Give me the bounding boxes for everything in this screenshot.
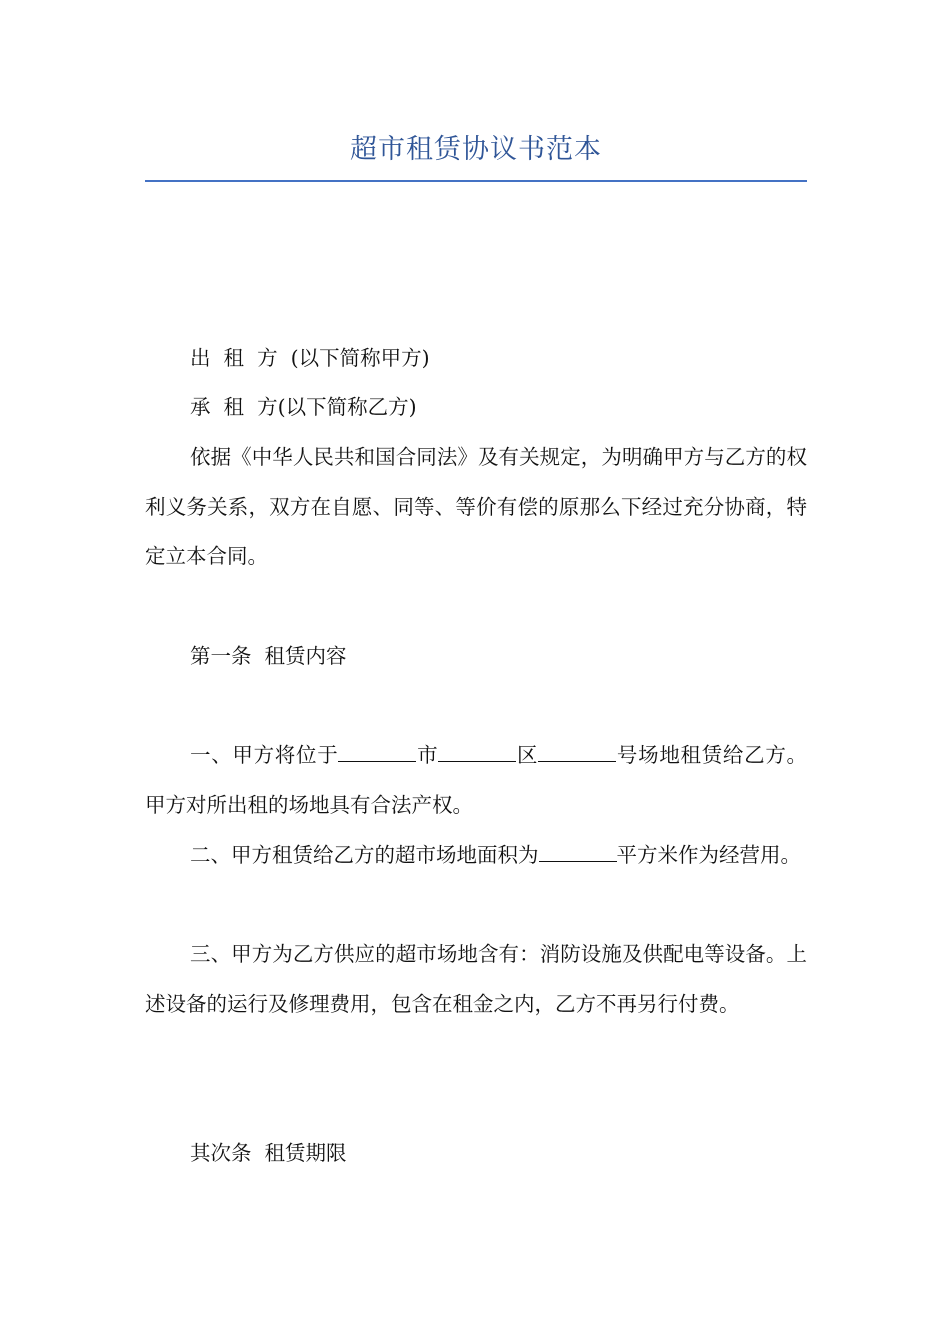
item-1-text-a: 一、甲方将位于 [190,743,339,767]
article-2-heading: 其次条 租赁期限 [190,1141,347,1165]
city-blank [338,742,416,762]
item-1-text-b: 市 [416,743,439,767]
article-1-heading: 第一条 租赁内容 [190,644,347,668]
preamble-paragraph: 依据《中华人民共和国合同法》及有关规定，为明确甲方与乙方的权利义务关系，双方在自愿、同等、等价有偿的原那么下经过充分协商，特定立本合同。 [145,445,807,568]
party-lessor: 出 租 方 (以下简称甲方) [190,346,430,370]
document-title: 超市租赁协议书范本 [350,134,602,165]
item-2-text-b: 平方米作为经营用。 [616,843,801,867]
item-1-text-d: 号场地租赁给乙方。甲方对所出租的场地具有合法产权。 [145,743,808,817]
article-1-item-1 [145,731,807,830]
title-underline [145,180,807,182]
party-lessee: 承 租 方(以下简称乙方) [190,395,417,419]
item-2-text-a: 二、甲方租赁给乙方的超市场地面积为 [190,843,539,867]
item-1-text-c: 区 [516,743,539,767]
district-blank [438,742,516,762]
number-blank [538,742,616,762]
area-blank [539,842,617,862]
article-1-item-3: 三、甲方为乙方供应的超市场地含有：消防设施及供配电等设备。上述设备的运行及修理费用，包含在租金之内，乙方不再另行付费。 [145,942,807,1016]
article-1-item-2 [145,831,807,881]
